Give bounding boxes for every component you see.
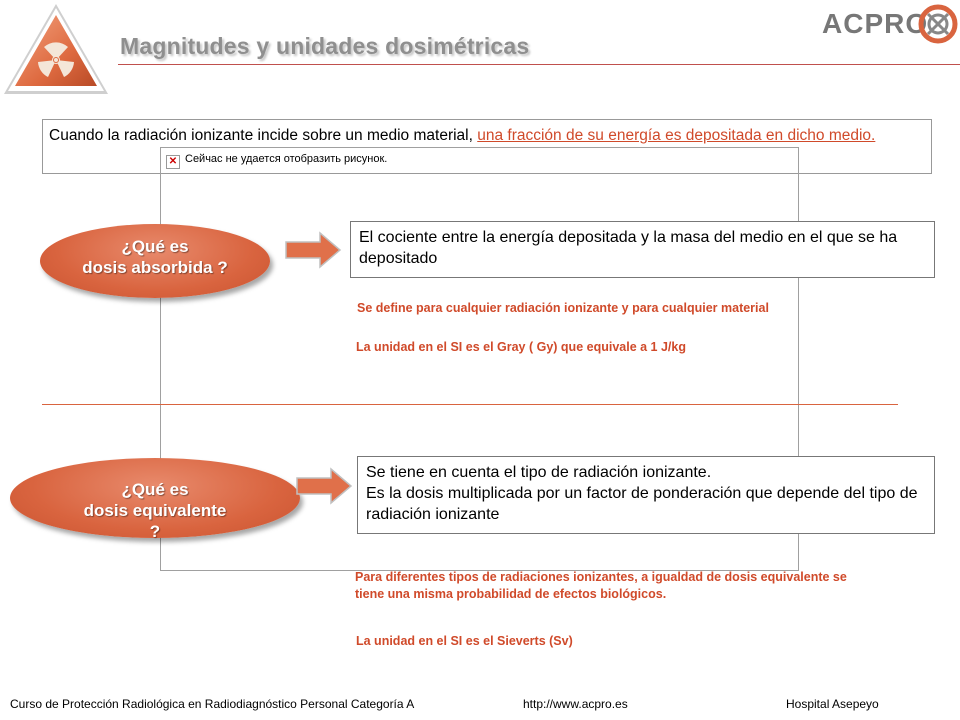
radiation-warning-icon	[0, 0, 112, 100]
footer-course: Curso de Protección Radiológica en Radiodiagnóstico Personal Categoría A	[10, 697, 415, 711]
question-line: ?	[149, 522, 161, 541]
footer-hospital: Hospital Asepeyo	[786, 697, 879, 711]
question-line: ¿Qué es	[121, 237, 189, 256]
title-divider	[118, 64, 960, 65]
acpro-logo-icon	[916, 2, 960, 46]
question-equivalent-dose	[10, 458, 300, 541]
question-line: dosis absorbida ?	[82, 258, 228, 277]
broken-image-icon: ✕	[166, 155, 180, 169]
broken-image-message: Сейчас не удается отобразить рисунок.	[185, 153, 388, 165]
arrow-right-icon	[284, 230, 344, 270]
arrow-right-icon	[295, 466, 355, 506]
definition-line: Es la dosis multiplicada por un factor de ponderación que depende del tipo de radiación ionizante	[366, 485, 918, 523]
intro-text: Cuando la radiación ionizante incide sobre un medio material,	[49, 127, 478, 144]
equivalent-dose-note: Para diferentes tipos de radiaciones ionizantes, a igualdad de dosis equivalente se tiene una misma probabilidad de efectos biológicos.	[355, 570, 847, 601]
question-absorbed-dose	[40, 224, 270, 298]
absorbed-dose-unit: La unidad en el SI es el Gray ( Gy) que equivale a 1 J/kg	[356, 340, 686, 354]
absorbed-dose-definition: El cociente entre la energía depositada y la masa del medio en el que se ha depositado	[350, 221, 935, 278]
question-line: dosis equivalente	[83, 501, 227, 520]
absorbed-dose-note: Se define para cualquier radiación ionizante y para cualquier material	[357, 301, 769, 315]
definition-line: Se tiene en cuenta el tipo de radiación ionizante.	[366, 464, 712, 481]
page-title: Magnitudes y unidades dosimétricas	[120, 33, 530, 59]
brand-name: ACPRO	[822, 8, 929, 39]
footer-bar	[0, 690, 960, 720]
intro-highlight-link[interactable]: una fracción de su energía es depositada en dicho medio.	[477, 127, 876, 144]
footer-url-link[interactable]: http://www.acpro.es	[523, 697, 628, 711]
section-divider	[42, 404, 898, 405]
equivalent-dose-definition	[357, 456, 935, 534]
question-line: ¿Qué es	[121, 480, 189, 499]
equivalent-dose-unit: La unidad en el SI es el Sieverts (Sv)	[356, 634, 573, 648]
